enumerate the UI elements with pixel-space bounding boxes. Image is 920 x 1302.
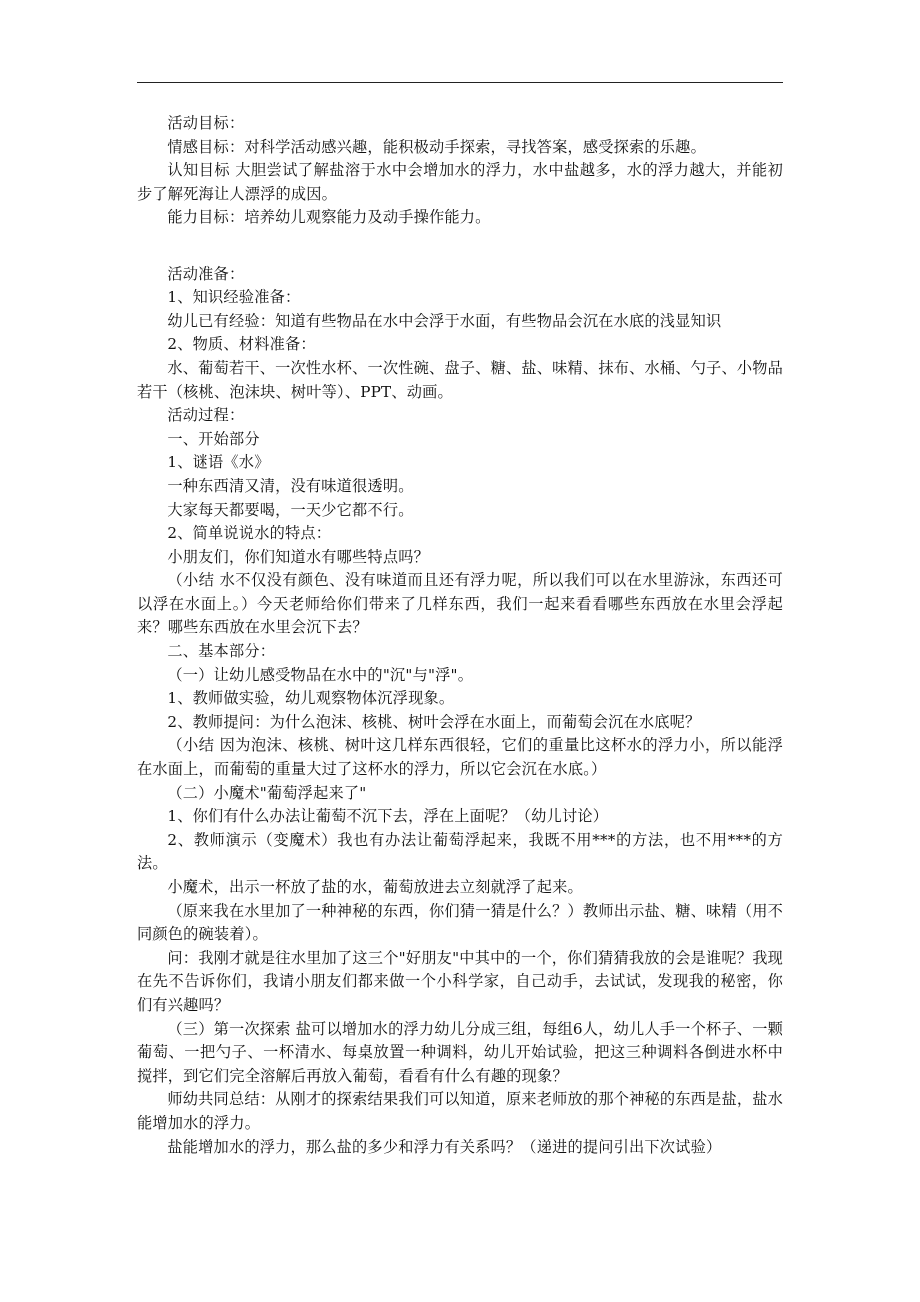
paragraph-next-question: 盐能增加水的浮力，那么盐的多少和浮力有关系吗？（递进的提问引出下次试验） (167, 1137, 722, 1156)
paragraph-prior-experience: 幼儿已有经验：知道有些物品在水中会浮于水面，有些物品会沉在水底的浅显知识 (167, 311, 722, 330)
heading-activity-process: 活动过程： (167, 406, 245, 425)
header-rule (137, 82, 783, 83)
paragraph-summary-1: （小结 水不仅没有颜色、没有味道而且还有浮力呢，所以我们可以在水里游泳，东西还可以浮在水面上。）今天老师给你们带来了几样东西，我们一起来看看哪些东西放在水里会浮起来？哪些东西放在水里会沉下去？ (137, 571, 783, 637)
paragraph-materials-prep: 2、物质、材料准备： (167, 335, 316, 354)
paragraph-first-exploration: （三）第一次探索 盐可以增加水的浮力幼儿分成三组，每组6人，幼儿人手一个杯子、一颗葡萄、一把勺子、一杯清水、每桌放置一种调料，幼儿开始试验，把这三种调料各倒进水杯中搅拌，到它们完全溶解后再放入葡萄，看看有什么有趣的现象？ (137, 1019, 783, 1085)
paragraph-riddle-title: 1、谜语《水》 (167, 453, 270, 472)
paragraph-magic-result: 小魔术，出示一杯放了盐的水，葡萄放进去立刻就浮了起来。 (167, 878, 583, 896)
heading-activity-goals: 活动目标： (167, 114, 245, 132)
paragraph-discussion: 1、你们有什么办法让葡萄不沉下去，浮在上面呢？（幼儿讨论） (167, 807, 609, 826)
paragraph-section-two: 二、基本部分： (167, 642, 276, 661)
paragraph-summary-3: 师幼共同总结：从刚才的探索结果我们可以知道，原来老师放的那个神秘的东西是盐，盐水能增加水的浮力。 (137, 1090, 783, 1132)
paragraph-sink-float: （一）让幼儿感受物品在水中的"沉"与"浮"。 (167, 665, 474, 684)
paragraph-ask: 问：我刚才就是往水里加了这三个"好朋友"中其中的一个，你们猜猜我放的会是谁呢？我现在先不告诉你们，我请小朋友们都来做一个小科学家，自己动手，去试试，发现我的秘密，你们有兴趣吗？ (137, 948, 783, 1014)
blank-line (137, 239, 783, 263)
heading-activity-preparation: 活动准备： (167, 264, 245, 283)
paragraph-riddle-line-2: 大家每天都要喝，一天少它都不行。 (167, 500, 414, 519)
paragraph-teacher-experiment: 1、教师做实验，幼儿观察物体沉浮现象。 (167, 689, 455, 708)
document-body (137, 112, 783, 1159)
paragraph-question: 小朋友们，你们知道水有哪些特点吗？ (167, 547, 429, 566)
paragraph-teacher-demo: 2、教师演示（变魔术）我也有办法让葡萄浮起来，我既不用***的方法，也不用***的方法。 (137, 830, 783, 873)
paragraph-section-one: 一、开始部分 (167, 429, 260, 448)
paragraph-emotional-goal: 情感目标：对科学活动感兴趣，能积极动手探索，寻找答案，感受探索的乐趣。 (167, 137, 706, 156)
paragraph-ability-goal: 能力目标：培养幼儿观察能力及动手操作能力。 (167, 208, 491, 227)
paragraph-materials-list: 水、葡萄若干、一次性水杯、一次性碗、盘子、糖、盐、味精、抹布、水桶、勺子、小物品若干（核桃、泡沫块、树叶等）、PPT、动画。 (137, 358, 783, 401)
paragraph-magic-trick: （二）小魔术"葡萄浮起来了" (167, 783, 367, 802)
paragraph-cognitive-goal: 认知目标 大胆尝试了解盐溶于水中会增加水的浮力，水中盐越多，水的浮力越大，并能初步了解死海让人漂浮的成因。 (137, 161, 783, 203)
paragraph-mystery: （原来我在水里加了一种神秘的东西，你们猜一猜是什么？）教师出示盐、糖、味精（用不同颜色的碗装着）。 (137, 901, 783, 944)
paragraph-teacher-question: 2、教师提问：为什么泡沫、核桃、树叶会浮在水面上，而葡萄会沉在水底呢？ (167, 712, 701, 731)
paragraph-knowledge-prep: 1、知识经验准备： (167, 288, 301, 307)
paragraph-summary-2: （小结 因为泡沫、核桃、树叶这几样东西很轻，它们的重量比这杯水的浮力小，所以能浮在水面上，而葡萄的重量大过了这杯水的浮力，所以它会沉在水底。） (137, 736, 783, 779)
paragraph-riddle-line-1: 一种东西清又清，没有味道很透明。 (167, 476, 414, 495)
paragraph-water-features: 2、简单说说水的特点： (167, 524, 332, 543)
